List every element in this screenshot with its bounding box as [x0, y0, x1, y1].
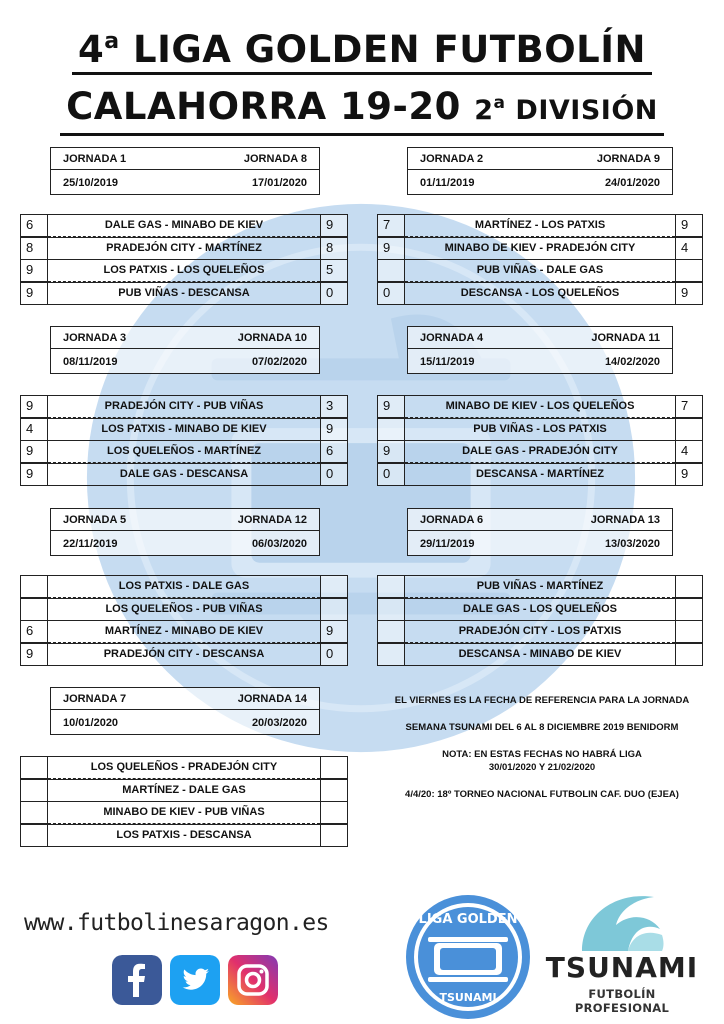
match-teams: MINABO DE KIEV - PUB VIÑAS — [48, 801, 320, 824]
match-row — [20, 575, 348, 598]
away-score[interactable] — [675, 643, 703, 666]
away-score[interactable]: 0 — [320, 643, 348, 666]
home-score[interactable]: 9 — [20, 282, 48, 305]
jornada-dates — [408, 533, 672, 555]
home-score[interactable] — [20, 575, 48, 598]
match-row — [377, 395, 703, 418]
match-row — [20, 237, 348, 260]
match-row — [20, 620, 348, 643]
jornada-label-second: JORNADA 12 — [237, 513, 307, 526]
away-score[interactable] — [675, 418, 703, 441]
away-score[interactable] — [320, 824, 348, 847]
match-teams: PUB VIÑAS - DESCANSA — [48, 282, 320, 305]
match-row — [20, 395, 348, 418]
away-score[interactable]: 9 — [675, 463, 703, 486]
website-link[interactable]: www.futbolinesaragon.es — [24, 910, 329, 936]
match-row — [377, 418, 703, 441]
jornada-dates — [51, 351, 319, 373]
note-nota: NOTA: EN ESTAS FECHAS NO HABRÁ LIGA 30/01/2020 Y 21/02/2020 — [442, 749, 642, 773]
match-row — [377, 463, 703, 486]
match-row — [377, 643, 703, 666]
match-teams: PRADEJÓN CITY - DESCANSA — [48, 643, 320, 666]
jornada-date-second: 20/03/2020 — [251, 717, 307, 729]
match-teams: DESCANSA - MARTÍNEZ — [405, 463, 675, 486]
wave-icon — [576, 885, 668, 955]
jornada-date-second: 24/01/2020 — [604, 177, 660, 189]
match-row — [20, 643, 348, 666]
match-teams: PUB VIÑAS - DALE GAS — [405, 259, 675, 282]
home-score[interactable]: 4 — [20, 418, 48, 441]
page-title — [0, 18, 724, 136]
home-score[interactable]: 7 — [377, 214, 405, 237]
home-score[interactable]: 0 — [377, 282, 405, 305]
jornada-header-5 — [50, 508, 320, 556]
away-score[interactable] — [675, 620, 703, 643]
home-score[interactable] — [377, 598, 405, 621]
matches-table-5 — [20, 575, 348, 667]
jornada-label-second: JORNADA 13 — [590, 513, 660, 526]
jornada-label-first: JORNADA 4 — [420, 331, 484, 344]
away-score[interactable]: 9 — [675, 282, 703, 305]
matches-table-1 — [20, 214, 348, 306]
away-score[interactable]: 9 — [320, 214, 348, 237]
jornada-date-first: 10/01/2020 — [63, 717, 119, 729]
home-score[interactable] — [377, 259, 405, 282]
away-score[interactable]: 4 — [675, 440, 703, 463]
match-row — [20, 440, 348, 463]
home-score[interactable] — [20, 598, 48, 621]
away-score[interactable]: 5 — [320, 259, 348, 282]
match-teams: DALE GAS - DESCANSA — [48, 463, 320, 486]
away-score[interactable]: 6 — [320, 440, 348, 463]
jornada-labels — [408, 327, 672, 349]
away-score[interactable]: 0 — [320, 463, 348, 486]
jornada-dates — [408, 351, 672, 373]
match-row — [377, 440, 703, 463]
match-teams: LOS QUELEÑOS - PUB VIÑAS — [48, 598, 320, 621]
note-reference: EL VIERNES ES LA FECHA DE REFERENCIA PARA LA JORNADA — [394, 695, 690, 706]
matches-table-6 — [377, 575, 703, 667]
jornada-header-3 — [50, 326, 320, 374]
liga-golden-logo — [404, 893, 532, 1021]
match-row — [20, 824, 348, 847]
match-row — [377, 237, 703, 260]
match-teams: MINABO DE KIEV - PRADEJÓN CITY — [405, 237, 675, 260]
home-score[interactable]: 9 — [20, 395, 48, 418]
jornada-labels — [51, 688, 319, 710]
match-teams: PRADEJÓN CITY - PUB VIÑAS — [48, 395, 320, 418]
jornada-header-1 — [50, 147, 320, 195]
home-score[interactable] — [377, 620, 405, 643]
instagram-icon[interactable] — [228, 955, 278, 1005]
match-teams: DALE GAS - PRADEJÓN CITY — [405, 440, 675, 463]
match-row — [377, 282, 703, 305]
jornada-label-first: JORNADA 7 — [63, 692, 127, 705]
notes — [372, 694, 712, 815]
away-score[interactable]: 9 — [320, 620, 348, 643]
jornada-labels — [51, 509, 319, 531]
home-score[interactable] — [377, 418, 405, 441]
match-teams: DALE GAS - MINABO DE KIEV — [48, 214, 320, 237]
jornada-date-first: 08/11/2019 — [63, 356, 118, 368]
jornada-date-first: 29/11/2019 — [420, 538, 475, 550]
match-teams: LOS PATXIS - MINABO DE KIEV — [48, 418, 320, 441]
home-score[interactable]: 9 — [377, 237, 405, 260]
jornada-date-first: 01/11/2019 — [420, 177, 475, 189]
away-score[interactable]: 0 — [320, 282, 348, 305]
jornada-labels — [408, 148, 672, 170]
home-score[interactable] — [20, 824, 48, 847]
away-score[interactable] — [675, 598, 703, 621]
jornada-date-first: 22/11/2019 — [63, 538, 118, 550]
jornada-date-second: 07/02/2020 — [251, 356, 307, 368]
away-score[interactable] — [320, 575, 348, 598]
jornada-label-second: JORNADA 11 — [591, 331, 660, 344]
match-teams: MARTÍNEZ - DALE GAS — [48, 779, 320, 802]
away-score[interactable]: 8 — [320, 237, 348, 260]
match-teams: MARTÍNEZ - MINABO DE KIEV — [48, 620, 320, 643]
match-teams: DALE GAS - LOS QUELEÑOS — [405, 598, 675, 621]
jornada-label-first: JORNADA 6 — [420, 513, 484, 526]
matches-table-7 — [20, 756, 348, 848]
match-row — [20, 801, 348, 824]
match-row — [377, 259, 703, 282]
home-score[interactable]: 9 — [20, 463, 48, 486]
jornada-label-second: JORNADA 8 — [243, 152, 307, 165]
svg-text:TSUNAMI: TSUNAMI — [439, 991, 497, 1004]
jornada-header-4 — [407, 326, 673, 374]
jornada-label-first: JORNADA 3 — [63, 331, 127, 344]
jornada-dates — [51, 533, 319, 555]
home-score[interactable] — [377, 643, 405, 666]
note-semana: SEMANA TSUNAMI DEL 6 AL 8 DICIEMBRE 2019 BENIDORM — [405, 722, 679, 733]
match-teams: DESCANSA - LOS QUELEÑOS — [405, 282, 675, 305]
matches-table-2 — [377, 214, 703, 306]
match-teams: LOS PATXIS - LOS QUELEÑOS — [48, 259, 320, 282]
jornada-label-second: JORNADA 9 — [596, 152, 660, 165]
match-teams: DESCANSA - MINABO DE KIEV — [405, 643, 675, 666]
title-line-1: 4$^a$ LIGA GOLDEN FUTBOLÍN — [72, 20, 652, 75]
match-row — [20, 463, 348, 486]
jornada-date-second: 13/03/2020 — [604, 538, 660, 550]
away-score[interactable]: 7 — [675, 395, 703, 418]
note-torneo: 4/4/20: 18º TORNEO NACIONAL FUTBOLIN CAF. DUO (EJEA) — [405, 789, 679, 800]
jornada-labels — [51, 327, 319, 349]
match-teams: LOS PATXIS - DESCANSA — [48, 824, 320, 847]
jornada-label-second: JORNADA 10 — [237, 331, 307, 344]
match-row — [20, 214, 348, 237]
match-teams: MINABO DE KIEV - LOS QUELEÑOS — [405, 395, 675, 418]
jornada-label-first: JORNADA 2 — [420, 152, 484, 165]
home-score[interactable]: 0 — [377, 463, 405, 486]
home-score[interactable]: 9 — [377, 395, 405, 418]
jornada-dates — [408, 172, 672, 194]
jornada-label-first: JORNADA 1 — [63, 152, 127, 165]
match-row — [20, 756, 348, 779]
match-row — [20, 598, 348, 621]
home-score[interactable]: 6 — [20, 620, 48, 643]
jornada-date-second: 17/01/2020 — [251, 177, 307, 189]
jornada-date-first: 15/11/2019 — [420, 356, 475, 368]
jornada-header-2 — [407, 147, 673, 195]
jornada-label-first: JORNADA 5 — [63, 513, 127, 526]
home-score[interactable] — [377, 575, 405, 598]
tsunami-name: TSUNAMI — [545, 951, 699, 984]
away-score[interactable] — [320, 779, 348, 802]
jornada-labels — [51, 148, 319, 170]
match-row — [377, 598, 703, 621]
match-teams: LOS PATXIS - DALE GAS — [48, 575, 320, 598]
home-score[interactable]: 9 — [20, 259, 48, 282]
tsunami-logo — [542, 885, 702, 1015]
away-score[interactable]: 4 — [675, 237, 703, 260]
jornada-label-second: JORNADA 14 — [237, 692, 307, 705]
match-row — [377, 214, 703, 237]
match-teams: MARTÍNEZ - LOS PATXIS — [405, 214, 675, 237]
match-row — [20, 779, 348, 802]
jornada-date-first: 25/10/2019 — [63, 177, 119, 189]
jornada-dates — [51, 712, 319, 734]
svg-text:LIGA GOLDEN: LIGA GOLDEN — [418, 912, 518, 927]
twitter-icon[interactable] — [170, 955, 220, 1005]
match-teams: PRADEJÓN CITY - MARTÍNEZ — [48, 237, 320, 260]
matches-table-3 — [20, 395, 348, 487]
match-teams: LOS QUELEÑOS - PRADEJÓN CITY — [48, 756, 320, 779]
jornada-date-second: 06/03/2020 — [251, 538, 307, 550]
away-score[interactable] — [320, 598, 348, 621]
match-row — [20, 418, 348, 441]
away-score[interactable]: 9 — [675, 214, 703, 237]
jornada-labels — [408, 509, 672, 531]
match-teams: PUB VIÑAS - LOS PATXIS — [405, 418, 675, 441]
home-score[interactable]: 9 — [377, 440, 405, 463]
match-teams: LOS QUELEÑOS - MARTÍNEZ — [48, 440, 320, 463]
jornada-dates — [51, 172, 319, 194]
away-score[interactable] — [320, 801, 348, 824]
facebook-icon[interactable] — [112, 955, 162, 1005]
match-row — [20, 259, 348, 282]
home-score[interactable] — [20, 756, 48, 779]
jornada-header-7 — [50, 687, 320, 735]
home-score[interactable]: 8 — [20, 237, 48, 260]
match-teams: PUB VIÑAS - MARTÍNEZ — [405, 575, 675, 598]
title-line-2: CALAHORRA 19-20 2$^a$ DIVISIÓN — [60, 81, 664, 136]
match-row — [20, 282, 348, 305]
home-score[interactable]: 9 — [20, 440, 48, 463]
away-score[interactable]: 9 — [320, 418, 348, 441]
match-teams: PRADEJÓN CITY - LOS PATXIS — [405, 620, 675, 643]
jornada-header-6 — [407, 508, 673, 556]
away-score[interactable]: 3 — [320, 395, 348, 418]
match-row — [377, 575, 703, 598]
away-score[interactable] — [675, 259, 703, 282]
tsunami-subtitle: FUTBOLÍN PROFESIONAL — [574, 987, 670, 1015]
jornada-date-second: 14/02/2020 — [604, 356, 660, 368]
home-score[interactable]: 9 — [20, 643, 48, 666]
home-score[interactable] — [20, 801, 48, 824]
match-row — [377, 620, 703, 643]
away-score[interactable] — [320, 756, 348, 779]
home-score[interactable]: 6 — [20, 214, 48, 237]
matches-table-4 — [377, 395, 703, 487]
home-score[interactable] — [20, 779, 48, 802]
away-score[interactable] — [675, 575, 703, 598]
